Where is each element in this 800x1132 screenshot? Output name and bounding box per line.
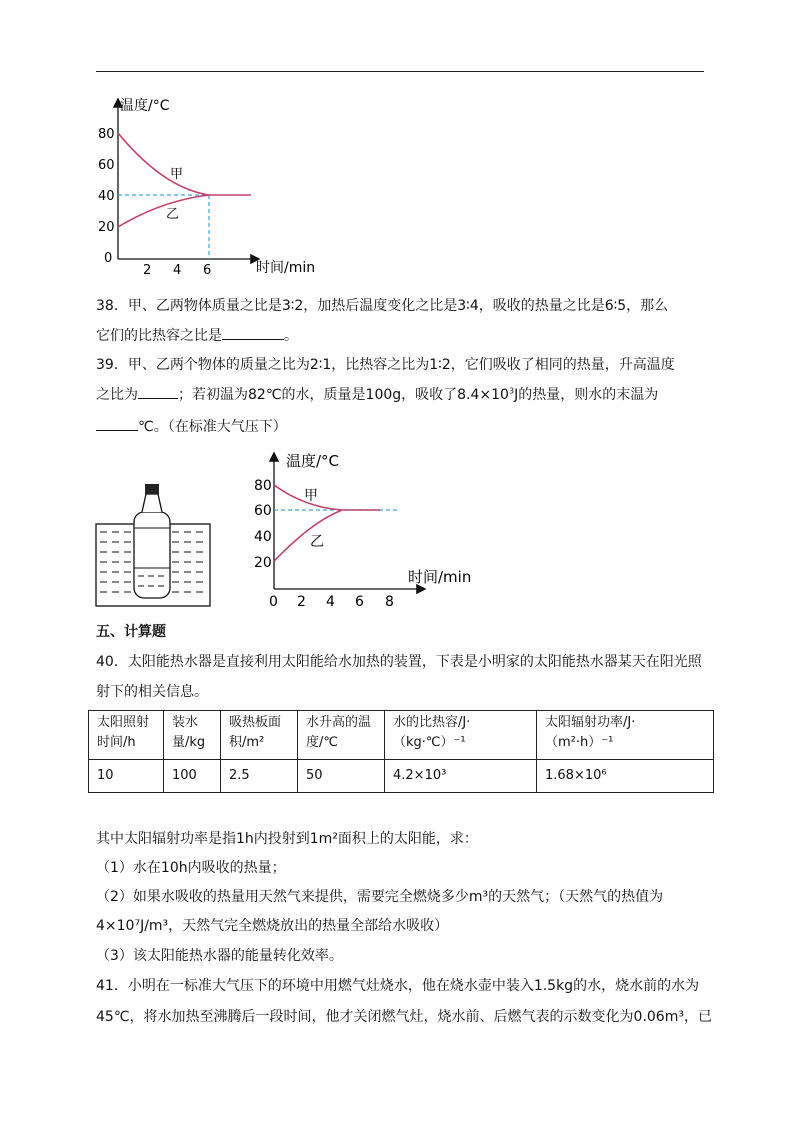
q40-line1: 40．太阳能热水器是直接利用太阳能给水加热的装置，下表是小明家的太阳能热水器某天在阳光照: [96, 654, 702, 670]
series-yi-label: 乙: [310, 534, 324, 550]
table-cell: 1.68×10⁶: [537, 760, 714, 793]
y-tick-20: 20: [98, 220, 115, 235]
header-cell: 吸热板面 积/m²: [221, 711, 298, 760]
table-row: [89, 760, 714, 793]
q39-line1: 39．甲、乙两个物体的质量之比为2∶1，比热容之比为1∶2，它们吸收了相同的热量，升高温度: [96, 357, 675, 373]
header-cell: 装水 量/kg: [164, 711, 221, 760]
q39-ratio-blank[interactable]: [138, 384, 178, 399]
header-cell: 水的比热容/J· （kg·℃）⁻¹: [385, 711, 537, 760]
header-cell: 太阳辐射功率/J· （m²·h）⁻¹: [537, 711, 714, 760]
x-tick-8: 8: [385, 594, 394, 610]
table-cell: 2.5: [221, 760, 298, 793]
table-header-row: [89, 711, 714, 760]
q38-suffix: 。: [284, 328, 298, 344]
q40-sub3: （3）该太阳能热水器的能量转化效率。: [96, 948, 343, 964]
y-tick-0: 0: [104, 251, 113, 266]
q38-prefix: 它们的比热容之比是: [96, 328, 222, 344]
y-tick-80: 80: [254, 478, 272, 494]
table-cell: 100: [164, 760, 221, 793]
header-rule: [96, 71, 704, 72]
x-axis-label: 时间/min: [256, 260, 316, 276]
q40-line2: 射下的相关信息。: [96, 684, 208, 700]
q39-line2: [96, 384, 658, 405]
q39-suffix: J的热量，则水的末温为: [514, 387, 659, 403]
y-axis-label: 温度/°C: [120, 98, 170, 114]
series-yi-curve: [274, 510, 342, 561]
q38-line2: [96, 325, 298, 346]
x-tick-6: 6: [203, 263, 212, 278]
q41-line2: 45℃，将水加热至沸腾后一段时间，他才关闭燃气灶，烧水前、后燃气表的示数变化为0.06m³，已: [96, 1009, 712, 1025]
q39-line3-suffix: ℃。（在标准大气压下）: [138, 419, 287, 435]
q40-sub2-line2: 4×10⁷J/m³，天然气完全燃烧放出的热量全部给水吸收）: [96, 918, 449, 934]
q39-prefix: 之比为: [96, 387, 138, 403]
series-jia-curve: [118, 133, 251, 195]
header-cell: 太阳照射 时间/h: [89, 711, 164, 760]
q40-sub1: （1）水在10h内吸收的热量；: [96, 860, 286, 876]
series-jia-label: 甲: [304, 488, 318, 504]
q39-mid: ；若初温为82℃的水，质量是100g，吸收了8.4×10: [178, 387, 509, 403]
y-tick-40: 40: [254, 529, 272, 545]
section-title: 五、计算题: [96, 624, 166, 640]
table-cell: 10: [89, 760, 164, 793]
series-jia-label: 甲: [170, 167, 184, 182]
temperature-chart-1: [96, 92, 336, 282]
q39-temp-blank[interactable]: [96, 416, 138, 431]
bottle-in-water-illustration: [94, 480, 214, 610]
q41-line1: 41．小明在一标准大气压下的环境中用燃气灶烧水，他在烧水壶中装入1.5kg的水，烧水前的水为: [96, 978, 700, 994]
q38-answer-blank[interactable]: [222, 325, 284, 340]
q40-intro: 其中太阳辐射功率是指1h内投射到1m²面积上的太阳能，求：: [96, 831, 478, 847]
x-tick-2: 2: [143, 263, 152, 278]
y-tick-60: 60: [98, 158, 115, 173]
series-yi-curve: [118, 195, 209, 227]
q38-line1: 38．甲、乙两物体质量之比是3∶2，加热后温度变化之比是3∶4，吸收的热量之比是6∶5，那么: [96, 298, 669, 314]
x-tick-0: 0: [269, 594, 278, 610]
y-tick-80: 80: [98, 127, 115, 142]
q40-sub2-line1: （2）如果水吸收的热量用天然气来提供，需要完全燃烧多少m³的天然气；（天然气的热值为: [96, 889, 664, 905]
x-tick-2: 2: [297, 594, 306, 610]
y-tick-60: 60: [254, 503, 272, 519]
x-tick-4: 4: [173, 263, 182, 278]
y-axis-label: 温度/°C: [286, 452, 340, 470]
x-axis-label: 时间/min: [408, 568, 472, 586]
x-tick-6: 6: [355, 594, 364, 610]
q39-exponent: 3: [508, 386, 515, 396]
y-tick-40: 40: [98, 189, 115, 204]
q39-line3: [96, 416, 287, 437]
series-yi-label: 乙: [166, 207, 180, 222]
y-tick-20: 20: [254, 555, 272, 571]
x-tick-4: 4: [326, 594, 335, 610]
solar-heater-table: [88, 710, 714, 793]
table-cell: 4.2×10³: [385, 760, 537, 793]
temperature-chart-2: [252, 448, 482, 616]
table-cell: 50: [298, 760, 385, 793]
series-jia-curve: [274, 485, 380, 510]
header-cell: 水升高的温 度/℃: [298, 711, 385, 760]
